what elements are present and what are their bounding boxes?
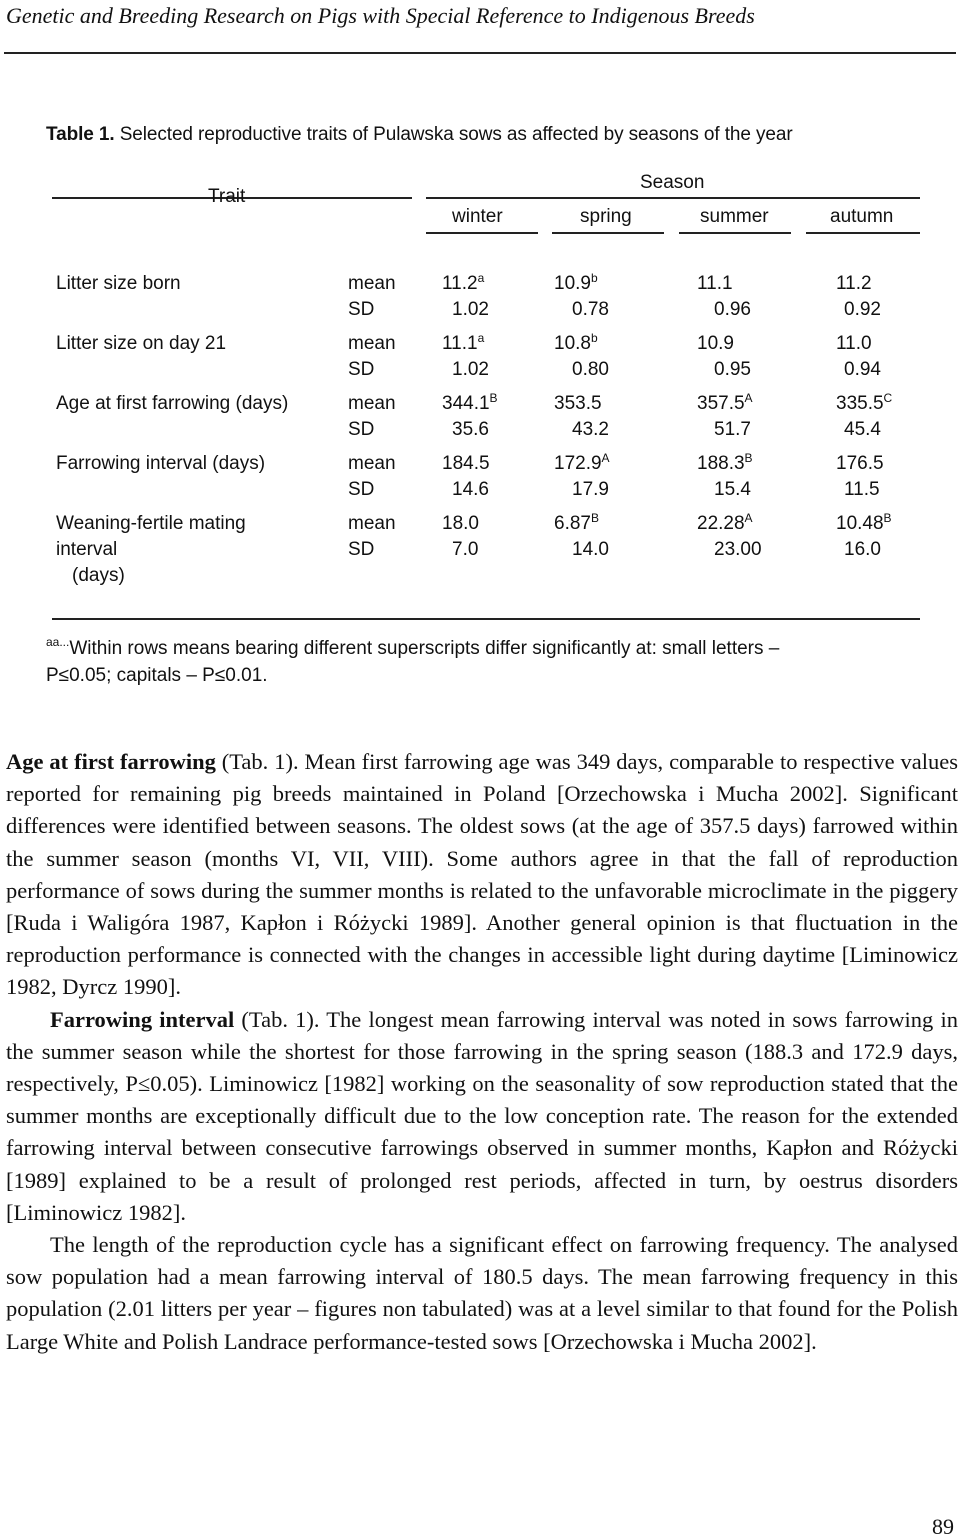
sd-value: 43.2 [572, 419, 609, 440]
stat-label-mean: mean [348, 513, 396, 534]
significance-superscript: a [477, 331, 485, 345]
page-number: 89 [932, 1514, 954, 1539]
mean-value: $188.3^B$ [697, 451, 753, 474]
paragraph-heading: Age at first farrowing [6, 749, 216, 774]
sd-value: 23.00 [714, 539, 762, 560]
stat-label-mean: mean [348, 393, 396, 414]
sd-value: 1.02 [452, 299, 489, 320]
sd-value: 0.78 [572, 299, 609, 320]
stat-label-sd: SD [348, 419, 375, 440]
table-bottom-rule [52, 618, 920, 620]
paragraph-age-at-first-farrowing [6, 746, 958, 1004]
sd-value: 14.0 [572, 539, 609, 560]
header-trait: Trait [208, 186, 246, 207]
mean-value: $357.5^A$ [697, 391, 753, 414]
significance-superscript: B [744, 451, 753, 465]
trait-name: (days) [72, 565, 125, 586]
mean-value: $172.9^A$ [554, 451, 610, 474]
header-season-winter: winter [452, 206, 503, 227]
mean-value: 11.2$^a$ [442, 271, 485, 294]
trait-name: Age at first farrowing (days) [56, 393, 289, 414]
season-underline [552, 232, 664, 234]
mean-value: 10.9 [697, 333, 734, 354]
stat-label-mean: mean [348, 333, 396, 354]
paragraph-reproduction-cycle: The length of the reproduction cycle has a significant effect on farrowing frequency. The analysed sow population had a mean farrowing interval of 180.5 days. The mean farrowing frequency in this population (2.01 litters per year – figures non tabulated) was at a level similar to that found for the Polish Large White and Polish Landrace performance-tested sows [Orzechowska i Mucha 2002]. [6, 1232, 958, 1354]
table-top-rule-season [426, 197, 920, 199]
season-underline [426, 232, 538, 234]
sd-value: 11.5 [844, 479, 880, 500]
stat-label-sd: SD [348, 479, 375, 500]
trait-name: interval [56, 539, 118, 560]
sd-value: 17.9 [572, 479, 609, 500]
running-header: Genetic and Breeding Research on Pigs with Special Reference to Indigenous Breeds [6, 3, 755, 28]
table-label: Table 1. [46, 124, 115, 145]
significance-superscript: b [590, 331, 598, 345]
significance-superscript: a [477, 271, 485, 285]
sd-value: 15.4 [714, 479, 751, 500]
mean-value: 11.1$^a$ [442, 331, 485, 354]
stat-label-sd: SD [348, 359, 375, 380]
trait-name: Farrowing interval (days) [56, 453, 266, 474]
footnote-line-2: P≤0.05; capitals – P≤0.01. [46, 665, 268, 686]
paragraph-text: (Tab. 1). The longest mean farrowing interval was noted in sows farrowing in the summer season while the shortest for those farrowing in the spring season (188.3 and 172.9 days, respectively, P≤0.05). Liminowicz [1982] working on the seasonality of sow reproduction stated that the summer months are exceptionally difficult due to the low conception rate. The reason for the extended farrowing interval between consecutive farrowings observed in summer months, Kapłon and Różycki [1989] explained to be a result of prolonged rest periods, affected in turn, by oestrus disorders [Liminowicz 1982]. [6, 1006, 958, 1225]
table-caption-text: Selected reproductive traits of Pulawska sows as affected by seasons of the year [119, 124, 793, 145]
sd-value: 16.0 [844, 539, 881, 560]
season-underline [806, 232, 920, 234]
significance-superscript: A [744, 391, 753, 405]
mean-value: 176.5 [836, 453, 884, 474]
paragraph-heading: Farrowing interval [50, 1006, 235, 1032]
header-season-summer: summer [700, 206, 769, 227]
trait-name: Litter size born [56, 273, 181, 294]
mean-value: 10.8$^b$ [554, 331, 598, 354]
significance-superscript: A [601, 451, 610, 465]
mean-value: 11.2 [836, 273, 872, 294]
sd-value: 0.92 [844, 299, 881, 320]
stat-label-sd: SD [348, 299, 375, 320]
sd-value: 35.6 [452, 419, 489, 440]
stat-label-mean: mean [348, 453, 396, 474]
mean-value: 353.5 [554, 393, 602, 414]
mean-value: 11.1 [697, 273, 733, 294]
sd-value: 1.02 [452, 359, 489, 380]
sd-value: 0.96 [714, 299, 751, 320]
significance-superscript: B [883, 511, 892, 525]
sd-value: 0.95 [714, 359, 751, 380]
body-text [6, 746, 958, 1358]
mean-value: 11.0 [836, 333, 872, 354]
trait-name: Litter size on day 21 [56, 333, 227, 354]
sd-value: 0.94 [844, 359, 881, 380]
season-underline [679, 232, 791, 234]
significance-superscript: A [744, 511, 753, 525]
stat-label-sd: SD [348, 539, 375, 560]
significance-superscript: b [590, 271, 598, 285]
stat-label-mean: mean [348, 273, 396, 294]
mean-value: $10.48^B$ [836, 511, 892, 534]
header-season: Season [640, 172, 705, 193]
mean-value: 18.0 [442, 513, 479, 534]
header-season-spring: spring [580, 206, 632, 227]
significance-superscript: B [590, 511, 599, 525]
data-table [0, 0, 960, 700]
trait-name: Weaning-fertile mating [56, 513, 246, 534]
sd-value: 45.4 [844, 419, 881, 440]
mean-value: $335.5^C$ [836, 391, 893, 414]
paragraph-farrowing-interval [6, 1004, 958, 1229]
table-footnote [46, 636, 926, 689]
mean-value: $22.28^A$ [697, 511, 753, 534]
significance-superscript: C [883, 391, 893, 405]
footnote-mark: aa... [46, 635, 70, 649]
mean-value: 10.9$^b$ [554, 271, 598, 294]
paragraph-text: (Tab. 1). Mean first farrowing age was 349 days, comparable to respective values reported for remaining pig breeds maintained in Poland [Orzechowska i Mucha 2002]. Significant differences were identified between seasons. The oldest sows (at the age of 357.5 days) farrowed within the summer season (months VI, VII, VIII). Some authors agree in that the fall of reproduction performance of sows during the summer months is related to the unfavorable microclimate in the piggery [Ruda i Waligóra 1987, Kapłon i Różycki 1989]. Another general opinion is that fluctuation in the reproduction performance is connected with the changes in accessible light during daytime [Liminowicz 1982, Dyrcz 1990]. [6, 749, 958, 1000]
footnote-line-1: Within rows means bearing different superscripts differ significantly at: small letters – [69, 638, 780, 659]
mean-value: $344.1^B$ [442, 391, 498, 414]
sd-value: 0.80 [572, 359, 609, 380]
sd-value: 51.7 [714, 419, 751, 440]
sd-value: 7.0 [452, 539, 479, 560]
sd-value: 14.6 [452, 479, 489, 500]
header-season-autumn: autumn [830, 206, 894, 227]
mean-value: $6.87^B$ [554, 511, 599, 534]
mean-value: 184.5 [442, 453, 490, 474]
significance-superscript: B [489, 391, 498, 405]
